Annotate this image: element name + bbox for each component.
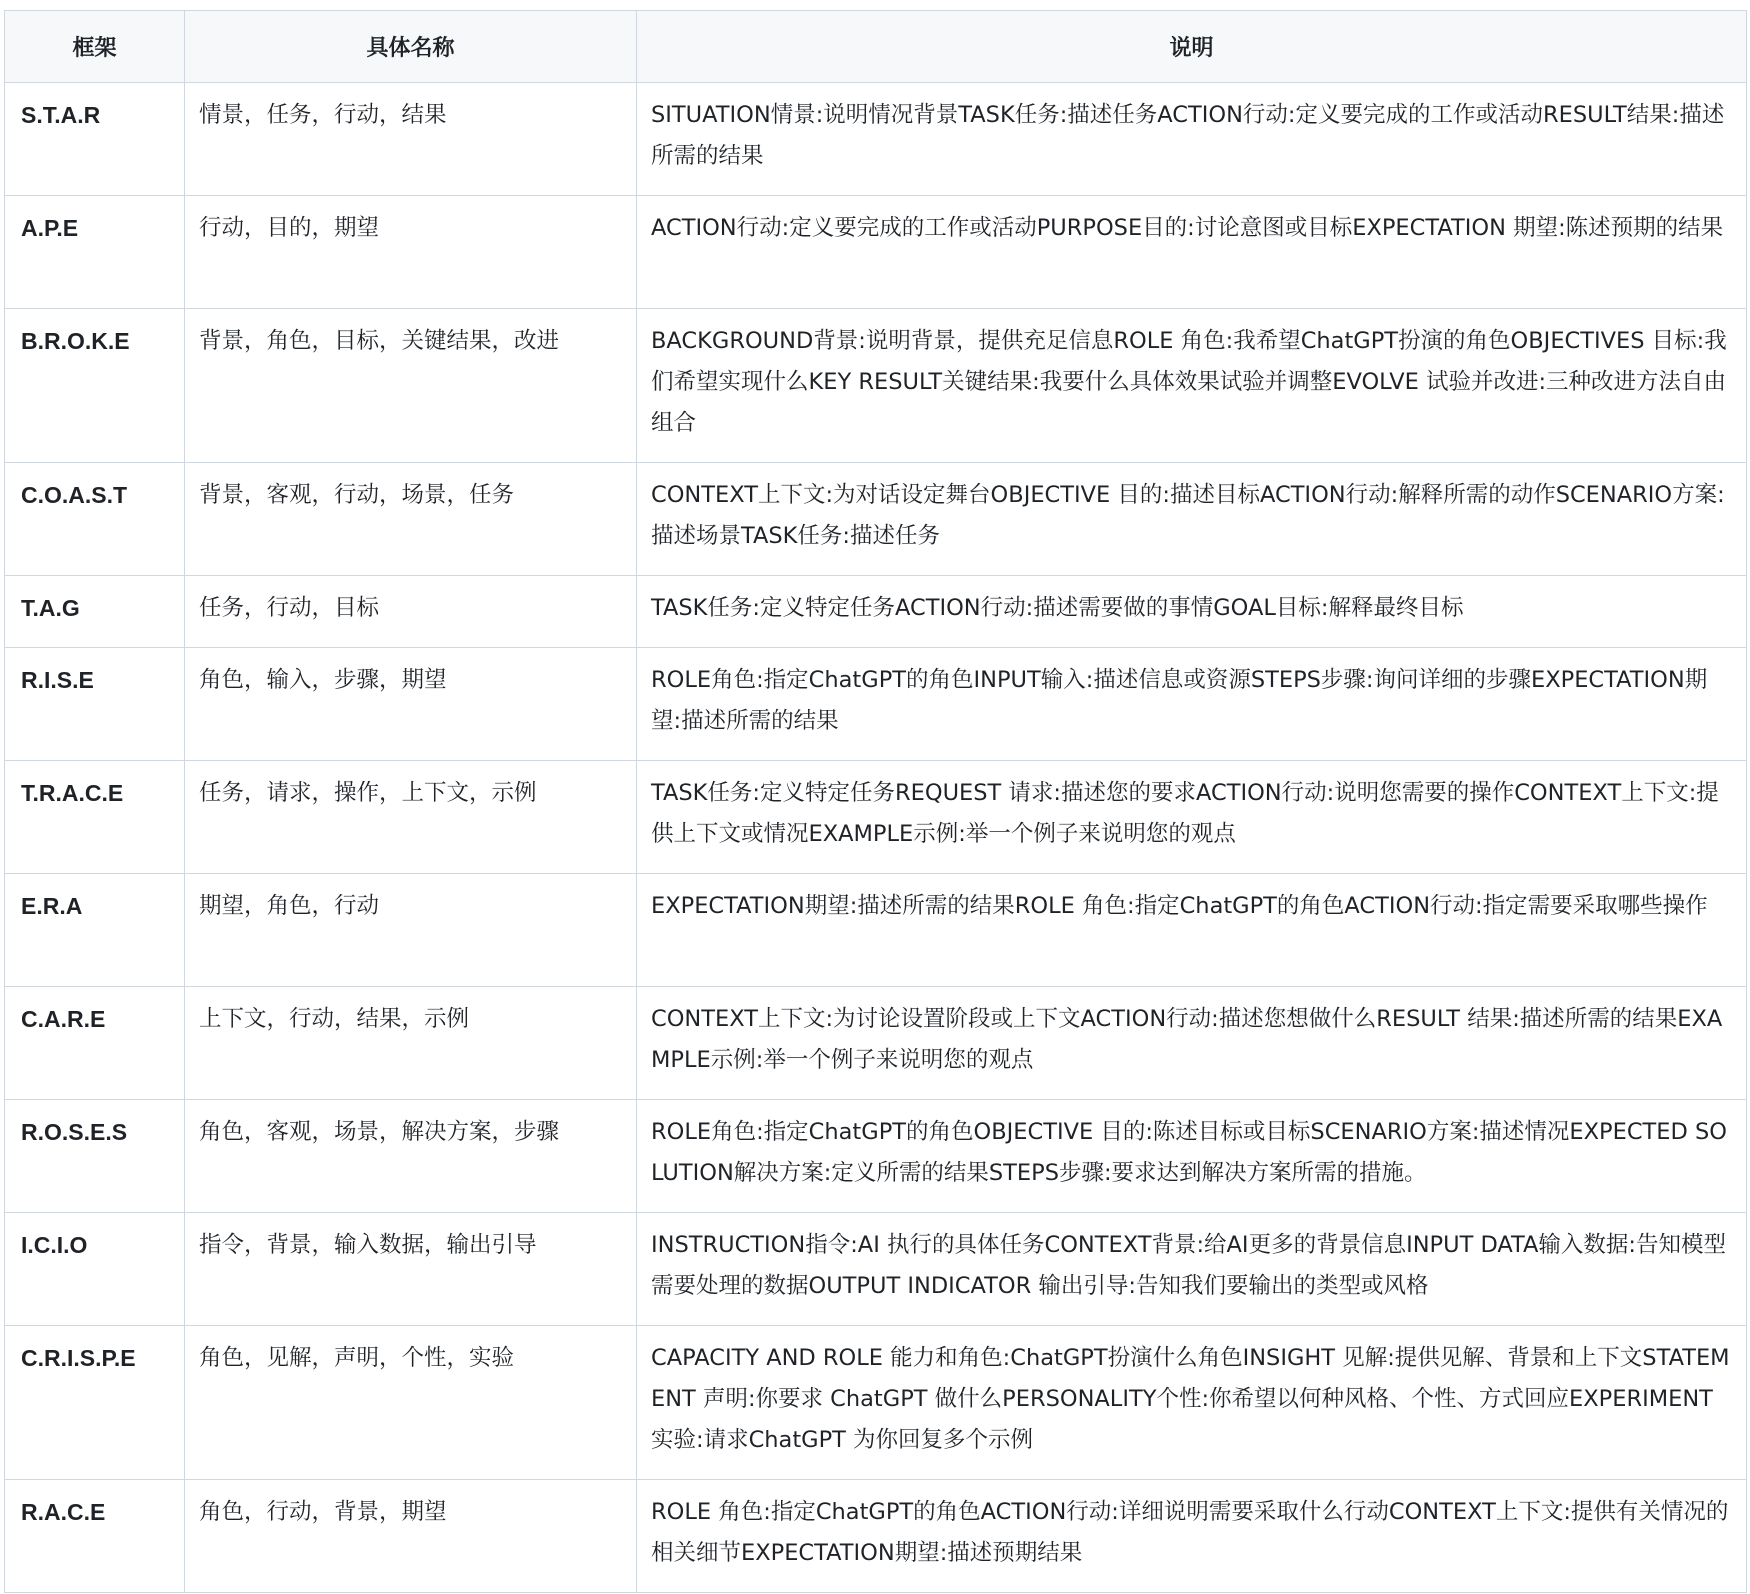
names-cell: 情景，任务，行动，结果 (185, 83, 637, 196)
table-row (5, 309, 1747, 463)
table-row (5, 1100, 1747, 1213)
names-cell: 角色，客观，场景，解决方案，步骤 (185, 1100, 637, 1213)
names-cell: 指令，背景，输入数据，输出引导 (185, 1213, 637, 1326)
table-row (5, 1326, 1747, 1480)
names-cell: 任务，请求，操作，上下文，示例 (185, 761, 637, 874)
table-row (5, 1213, 1747, 1326)
table-row (5, 987, 1747, 1100)
framework-table-container (4, 10, 1746, 1593)
framework-cell: A.P.E (5, 196, 185, 309)
description-cell: ROLE角色:指定ChatGPT的角色OBJECTIVE 目的:陈述目标或目标SCENARIO方案:描述情况EXPECTED SOLUTION解决方案:定义所需的结果STEPS步骤:要求达到解决方案所需的措施。 (637, 1100, 1747, 1213)
framework-cell: I.C.I.O (5, 1213, 185, 1326)
header-description: 说明 (637, 11, 1747, 83)
table-row (5, 576, 1747, 648)
framework-cell: R.I.S.E (5, 648, 185, 761)
framework-cell: E.R.A (5, 874, 185, 987)
description-cell: TASK任务:定义特定任务ACTION行动:描述需要做的事情GOAL目标:解释最终目标 (637, 576, 1747, 648)
table-row (5, 196, 1747, 309)
framework-cell: C.R.I.S.P.E (5, 1326, 185, 1480)
names-cell: 行动，目的，期望 (185, 196, 637, 309)
table-row (5, 83, 1747, 196)
names-cell: 角色，行动，背景，期望 (185, 1480, 637, 1593)
table-row (5, 463, 1747, 576)
framework-cell: S.T.A.R (5, 83, 185, 196)
description-cell: EXPECTATION期望:描述所需的结果ROLE 角色:指定ChatGPT的角色ACTION行动:指定需要采取哪些操作 (637, 874, 1747, 987)
prompt-framework-table (4, 10, 1747, 1593)
framework-cell: R.A.C.E (5, 1480, 185, 1593)
table-body (5, 83, 1747, 1593)
description-cell: TASK任务:定义特定任务REQUEST 请求:描述您的要求ACTION行动:说明您需要的操作CONTEXT上下文:提供上下文或情况EXAMPLE示例:举一个例子来说明您的观点 (637, 761, 1747, 874)
names-cell: 背景，角色，目标，关键结果，改进 (185, 309, 637, 463)
description-cell: INSTRUCTION指令:AI 执行的具体任务CONTEXT背景:给AI更多的背景信息INPUT DATA输入数据:告知模型需要处理的数据OUTPUT INDICATOR 输出引导:告知我们要输出的类型或风格 (637, 1213, 1747, 1326)
header-framework: 框架 (5, 11, 185, 83)
table-row (5, 648, 1747, 761)
description-cell: ROLE角色:指定ChatGPT的角色INPUT输入:描述信息或资源STEPS步骤:询问详细的步骤EXPECTATION期望:描述所需的结果 (637, 648, 1747, 761)
table-row (5, 1480, 1747, 1593)
names-cell: 角色，见解，声明，个性，实验 (185, 1326, 637, 1480)
names-cell: 背景，客观，行动，场景，任务 (185, 463, 637, 576)
framework-cell: C.O.A.S.T (5, 463, 185, 576)
description-cell: ACTION行动:定义要完成的工作或活动PURPOSE目的:讨论意图或目标EXPECTATION 期望:陈述预期的结果 (637, 196, 1747, 309)
description-cell: CAPACITY AND ROLE 能力和角色:ChatGPT扮演什么角色INSIGHT 见解:提供见解、背景和上下文STATEMENT 声明:你要求 ChatGPT 做什么PERSONALITY个性:你希望以何种风格、个性、方式回应EXPERIMENT 实验:请求ChatGPT 为你回复多个示例 (637, 1326, 1747, 1480)
table-header (5, 11, 1747, 83)
framework-cell: R.O.S.E.S (5, 1100, 185, 1213)
description-cell: CONTEXT上下文:为对话设定舞台OBJECTIVE 目的:描述目标ACTION行动:解释所需的动作SCENARIO方案:描述场景TASK任务:描述任务 (637, 463, 1747, 576)
names-cell: 任务，行动，目标 (185, 576, 637, 648)
description-cell: BACKGROUND背景:说明背景，提供充足信息ROLE 角色:我希望ChatGPT扮演的角色OBJECTIVES 目标:我们希望实现什么KEY RESULT关键结果:我要什么具体效果试验并调整EVOLVE 试验并改进:三种改进方法自由组合 (637, 309, 1747, 463)
description-cell: ROLE 角色:指定ChatGPT的角色ACTION行动:详细说明需要采取什么行动CONTEXT上下文:提供有关情况的相关细节EXPECTATION期望:描述预期结果 (637, 1480, 1747, 1593)
names-cell: 期望，角色，行动 (185, 874, 637, 987)
header-names: 具体名称 (185, 11, 637, 83)
table-row (5, 874, 1747, 987)
table-row (5, 761, 1747, 874)
header-row (5, 11, 1747, 83)
framework-cell: C.A.R.E (5, 987, 185, 1100)
framework-cell: T.A.G (5, 576, 185, 648)
framework-cell: B.R.O.K.E (5, 309, 185, 463)
names-cell: 上下文，行动，结果，示例 (185, 987, 637, 1100)
description-cell: SITUATION情景:说明情况背景TASK任务:描述任务ACTION行动:定义要完成的工作或活动RESULT结果:描述所需的结果 (637, 83, 1747, 196)
description-cell: CONTEXT上下文:为讨论设置阶段或上下文ACTION行动:描述您想做什么RESULT 结果:描述所需的结果EXAMPLE示例:举一个例子来说明您的观点 (637, 987, 1747, 1100)
framework-cell: T.R.A.C.E (5, 761, 185, 874)
names-cell: 角色，输入，步骤，期望 (185, 648, 637, 761)
